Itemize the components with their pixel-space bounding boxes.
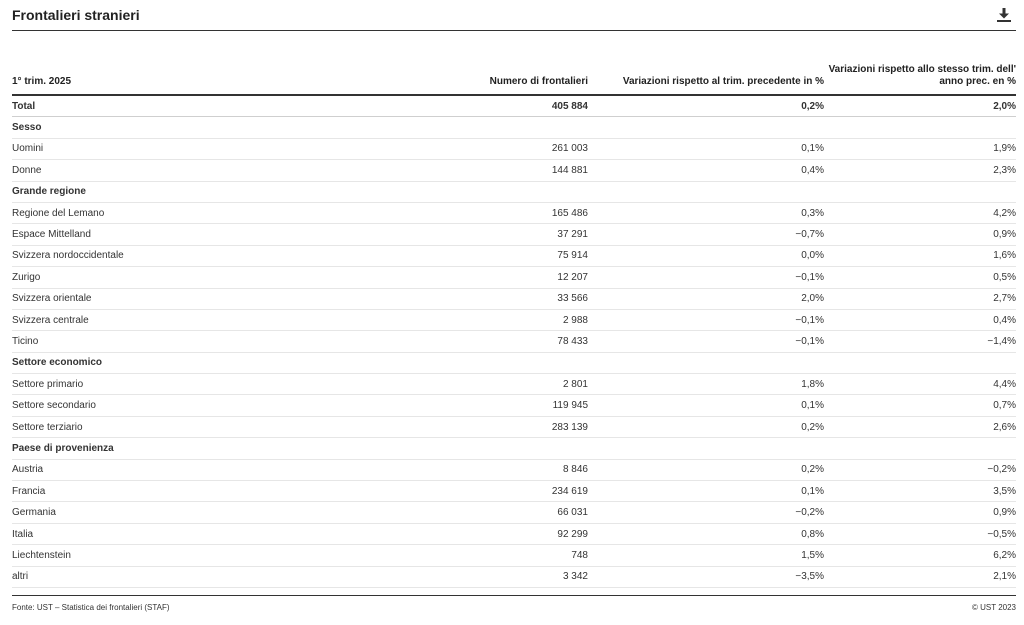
cell-label: Austria [12,459,312,480]
cell-label: Regione del Lemano [12,202,312,223]
table-row [12,523,1016,544]
cell-prev-quarter: 1,5% [588,545,824,566]
cell-label: Settore economico [12,352,312,373]
copyright: © UST 2023 [972,603,1016,612]
cell-prev-quarter: 0,0% [588,245,824,266]
column-header-period: 1° trim. 2025 [12,56,312,95]
cell-prev-quarter: −0,1% [588,309,824,330]
cell-empty [824,438,1016,459]
cell-empty [824,181,1016,202]
cell-empty [588,352,824,373]
cell-count: 8 846 [312,459,588,480]
cell-prev-year: 0,9% [824,224,1016,245]
cell-label: Italia [12,523,312,544]
cell-prev-year: 2,0% [824,95,1016,117]
cell-prev-year: −1,4% [824,331,1016,352]
table-row [12,202,1016,223]
cell-prev-year: 1,9% [824,138,1016,159]
cell-prev-quarter: 0,1% [588,481,824,502]
table-row [12,245,1016,266]
total-row [12,95,1016,117]
cell-count: 144 881 [312,160,588,181]
cell-prev-quarter: 0,2% [588,95,824,117]
table-header-row [12,56,1016,95]
column-header-prev-quarter: Variazioni rispetto al trim. precedente in % [588,56,824,95]
cell-prev-year: 2,3% [824,160,1016,181]
table-row [12,566,1016,587]
table-row [12,374,1016,395]
cell-prev-quarter: −0,7% [588,224,824,245]
cell-prev-year: 0,4% [824,309,1016,330]
cell-label: Francia [12,481,312,502]
cell-count: 2 801 [312,374,588,395]
cell-prev-quarter: 1,8% [588,374,824,395]
cell-prev-year: 1,6% [824,245,1016,266]
cell-prev-quarter: −0,1% [588,267,824,288]
cell-label: Settore secondario [12,395,312,416]
table-row [12,267,1016,288]
cell-label: Sesso [12,117,312,138]
cell-count: 165 486 [312,202,588,223]
group-header-row [12,352,1016,373]
cell-prev-quarter: −0,2% [588,502,824,523]
cell-count: 3 342 [312,566,588,587]
cell-label: Paese di provenienza [12,438,312,459]
cell-prev-quarter: −3,5% [588,566,824,587]
table-row [12,395,1016,416]
cell-prev-year: 4,4% [824,374,1016,395]
source-note: Fonte: UST – Statistica dei frontalieri (STAF) [12,603,170,612]
table-row [12,545,1016,566]
cell-prev-year: −0,2% [824,459,1016,480]
cell-prev-quarter: 0,3% [588,202,824,223]
cell-prev-quarter: 0,1% [588,138,824,159]
table-row [12,309,1016,330]
cell-label: Germania [12,502,312,523]
cell-prev-quarter: 2,0% [588,288,824,309]
group-header-row [12,181,1016,202]
cell-count: 33 566 [312,288,588,309]
cell-label: altri [12,566,312,587]
cell-empty [312,181,588,202]
cell-count: 37 291 [312,224,588,245]
cell-count: 748 [312,545,588,566]
cell-empty [824,117,1016,138]
table-row [12,224,1016,245]
cell-label: Total [12,95,312,117]
cell-prev-year: 0,9% [824,502,1016,523]
table-body [12,95,1016,587]
cell-count: 12 207 [312,267,588,288]
cell-prev-year: −0,5% [824,523,1016,544]
column-header-prev-year: Variazioni rispetto allo stesso trim. dell' anno prec. en % [824,56,1016,95]
table-row [12,459,1016,480]
cell-prev-quarter: 0,8% [588,523,824,544]
cell-prev-year: 2,1% [824,566,1016,587]
cell-label: Svizzera orientale [12,288,312,309]
cell-count: 78 433 [312,331,588,352]
cell-prev-year: 0,7% [824,395,1016,416]
cell-empty [824,352,1016,373]
cell-prev-quarter: 0,2% [588,416,824,437]
data-table [12,56,1016,588]
cell-label: Liechtenstein [12,545,312,566]
cell-count: 119 945 [312,395,588,416]
cell-empty [312,438,588,459]
download-icon[interactable] [996,7,1012,23]
table-row [12,138,1016,159]
cell-empty [588,438,824,459]
cell-empty [312,352,588,373]
table-row [12,481,1016,502]
cell-prev-quarter: 0,2% [588,459,824,480]
cell-count: 2 988 [312,309,588,330]
cell-prev-year: 2,7% [824,288,1016,309]
header [12,0,1016,31]
cell-count: 75 914 [312,245,588,266]
cell-prev-year: 2,6% [824,416,1016,437]
cell-count: 92 299 [312,523,588,544]
table-row [12,160,1016,181]
cell-prev-quarter: −0,1% [588,331,824,352]
cell-count: 66 031 [312,502,588,523]
cell-label: Uomini [12,138,312,159]
cell-label: Svizzera centrale [12,309,312,330]
cell-prev-quarter: 0,1% [588,395,824,416]
cell-label: Settore primario [12,374,312,395]
table-row [12,416,1016,437]
cell-label: Donne [12,160,312,181]
table-row [12,288,1016,309]
cell-label: Espace Mittelland [12,224,312,245]
cell-prev-quarter: 0,4% [588,160,824,181]
cell-prev-year: 3,5% [824,481,1016,502]
cell-label: Settore terziario [12,416,312,437]
cell-prev-year: 4,2% [824,202,1016,223]
table-row [12,502,1016,523]
cell-label: Grande regione [12,181,312,202]
cell-count: 405 884 [312,95,588,117]
cell-empty [588,117,824,138]
page-title: Frontalieri stranieri [12,7,140,23]
column-header-count: Numero di frontalieri [312,56,588,95]
cell-empty [588,181,824,202]
cell-empty [312,117,588,138]
cell-label: Zurigo [12,267,312,288]
group-header-row [12,117,1016,138]
footer [12,595,1016,612]
cell-count: 234 619 [312,481,588,502]
cell-count: 283 139 [312,416,588,437]
cell-prev-year: 6,2% [824,545,1016,566]
group-header-row [12,438,1016,459]
table-row [12,331,1016,352]
cell-count: 261 003 [312,138,588,159]
cell-label: Ticino [12,331,312,352]
cell-label: Svizzera nordoccidentale [12,245,312,266]
cell-prev-year: 0,5% [824,267,1016,288]
